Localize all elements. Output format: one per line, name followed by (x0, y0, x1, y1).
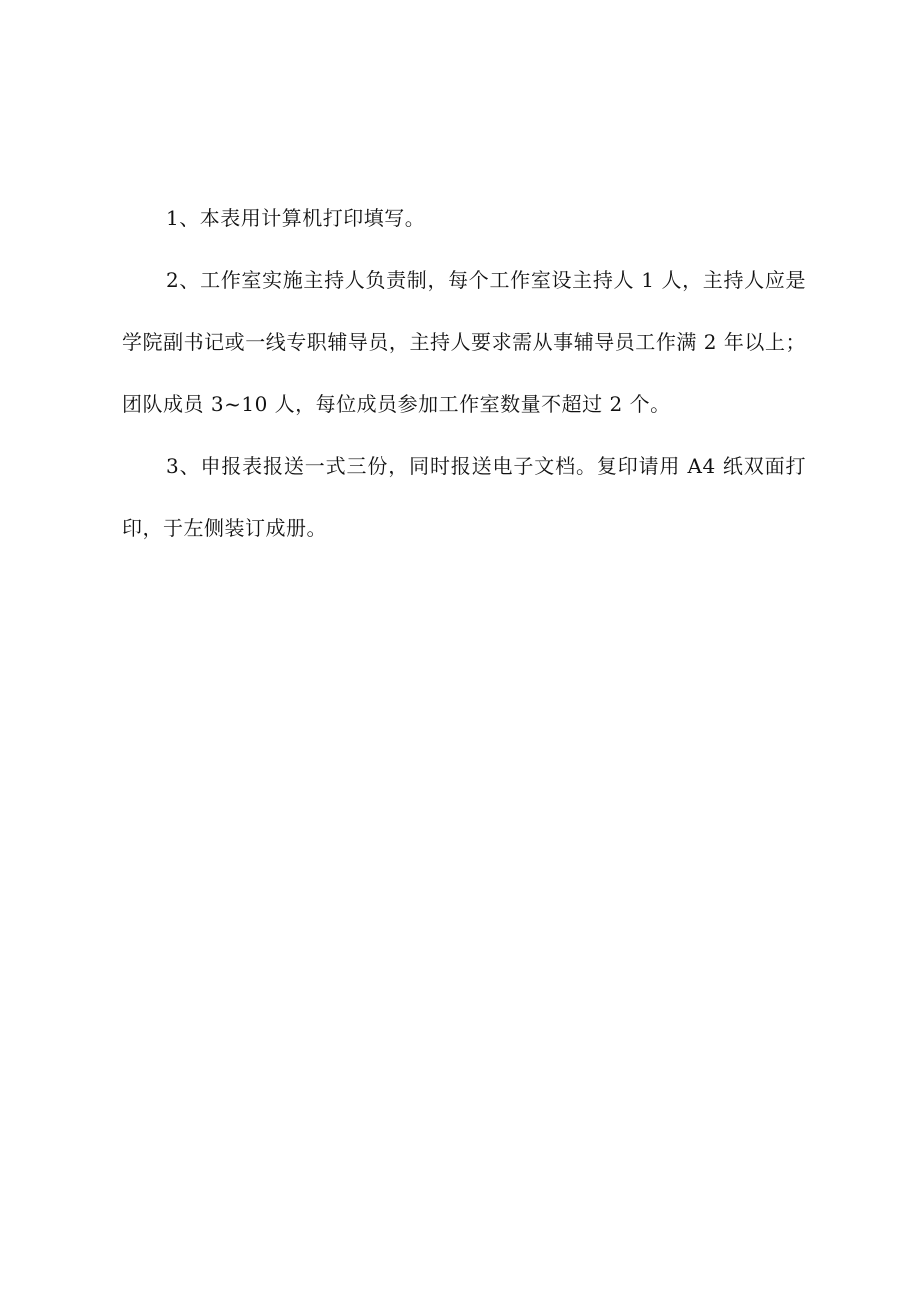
notes-section (122, 187, 806, 559)
note-item-3: 3、申报表报送一式三份，同时报送电子文档。复印请用 A4 纸双面打印，于左侧装订成册。 (122, 454, 806, 540)
note-item-1: 1、本表用计算机打印填写。 (166, 206, 426, 230)
note-item-2: 2、工作室实施主持人负责制，每个工作室设主持人 1 人，主持人应是学院副书记或一线专职辅导员，主持人要求需从事辅导员工作满 2 年以上；团队成员 3~10 人，每位成员参加工作室数量不超过 2 个。 (122, 268, 806, 416)
